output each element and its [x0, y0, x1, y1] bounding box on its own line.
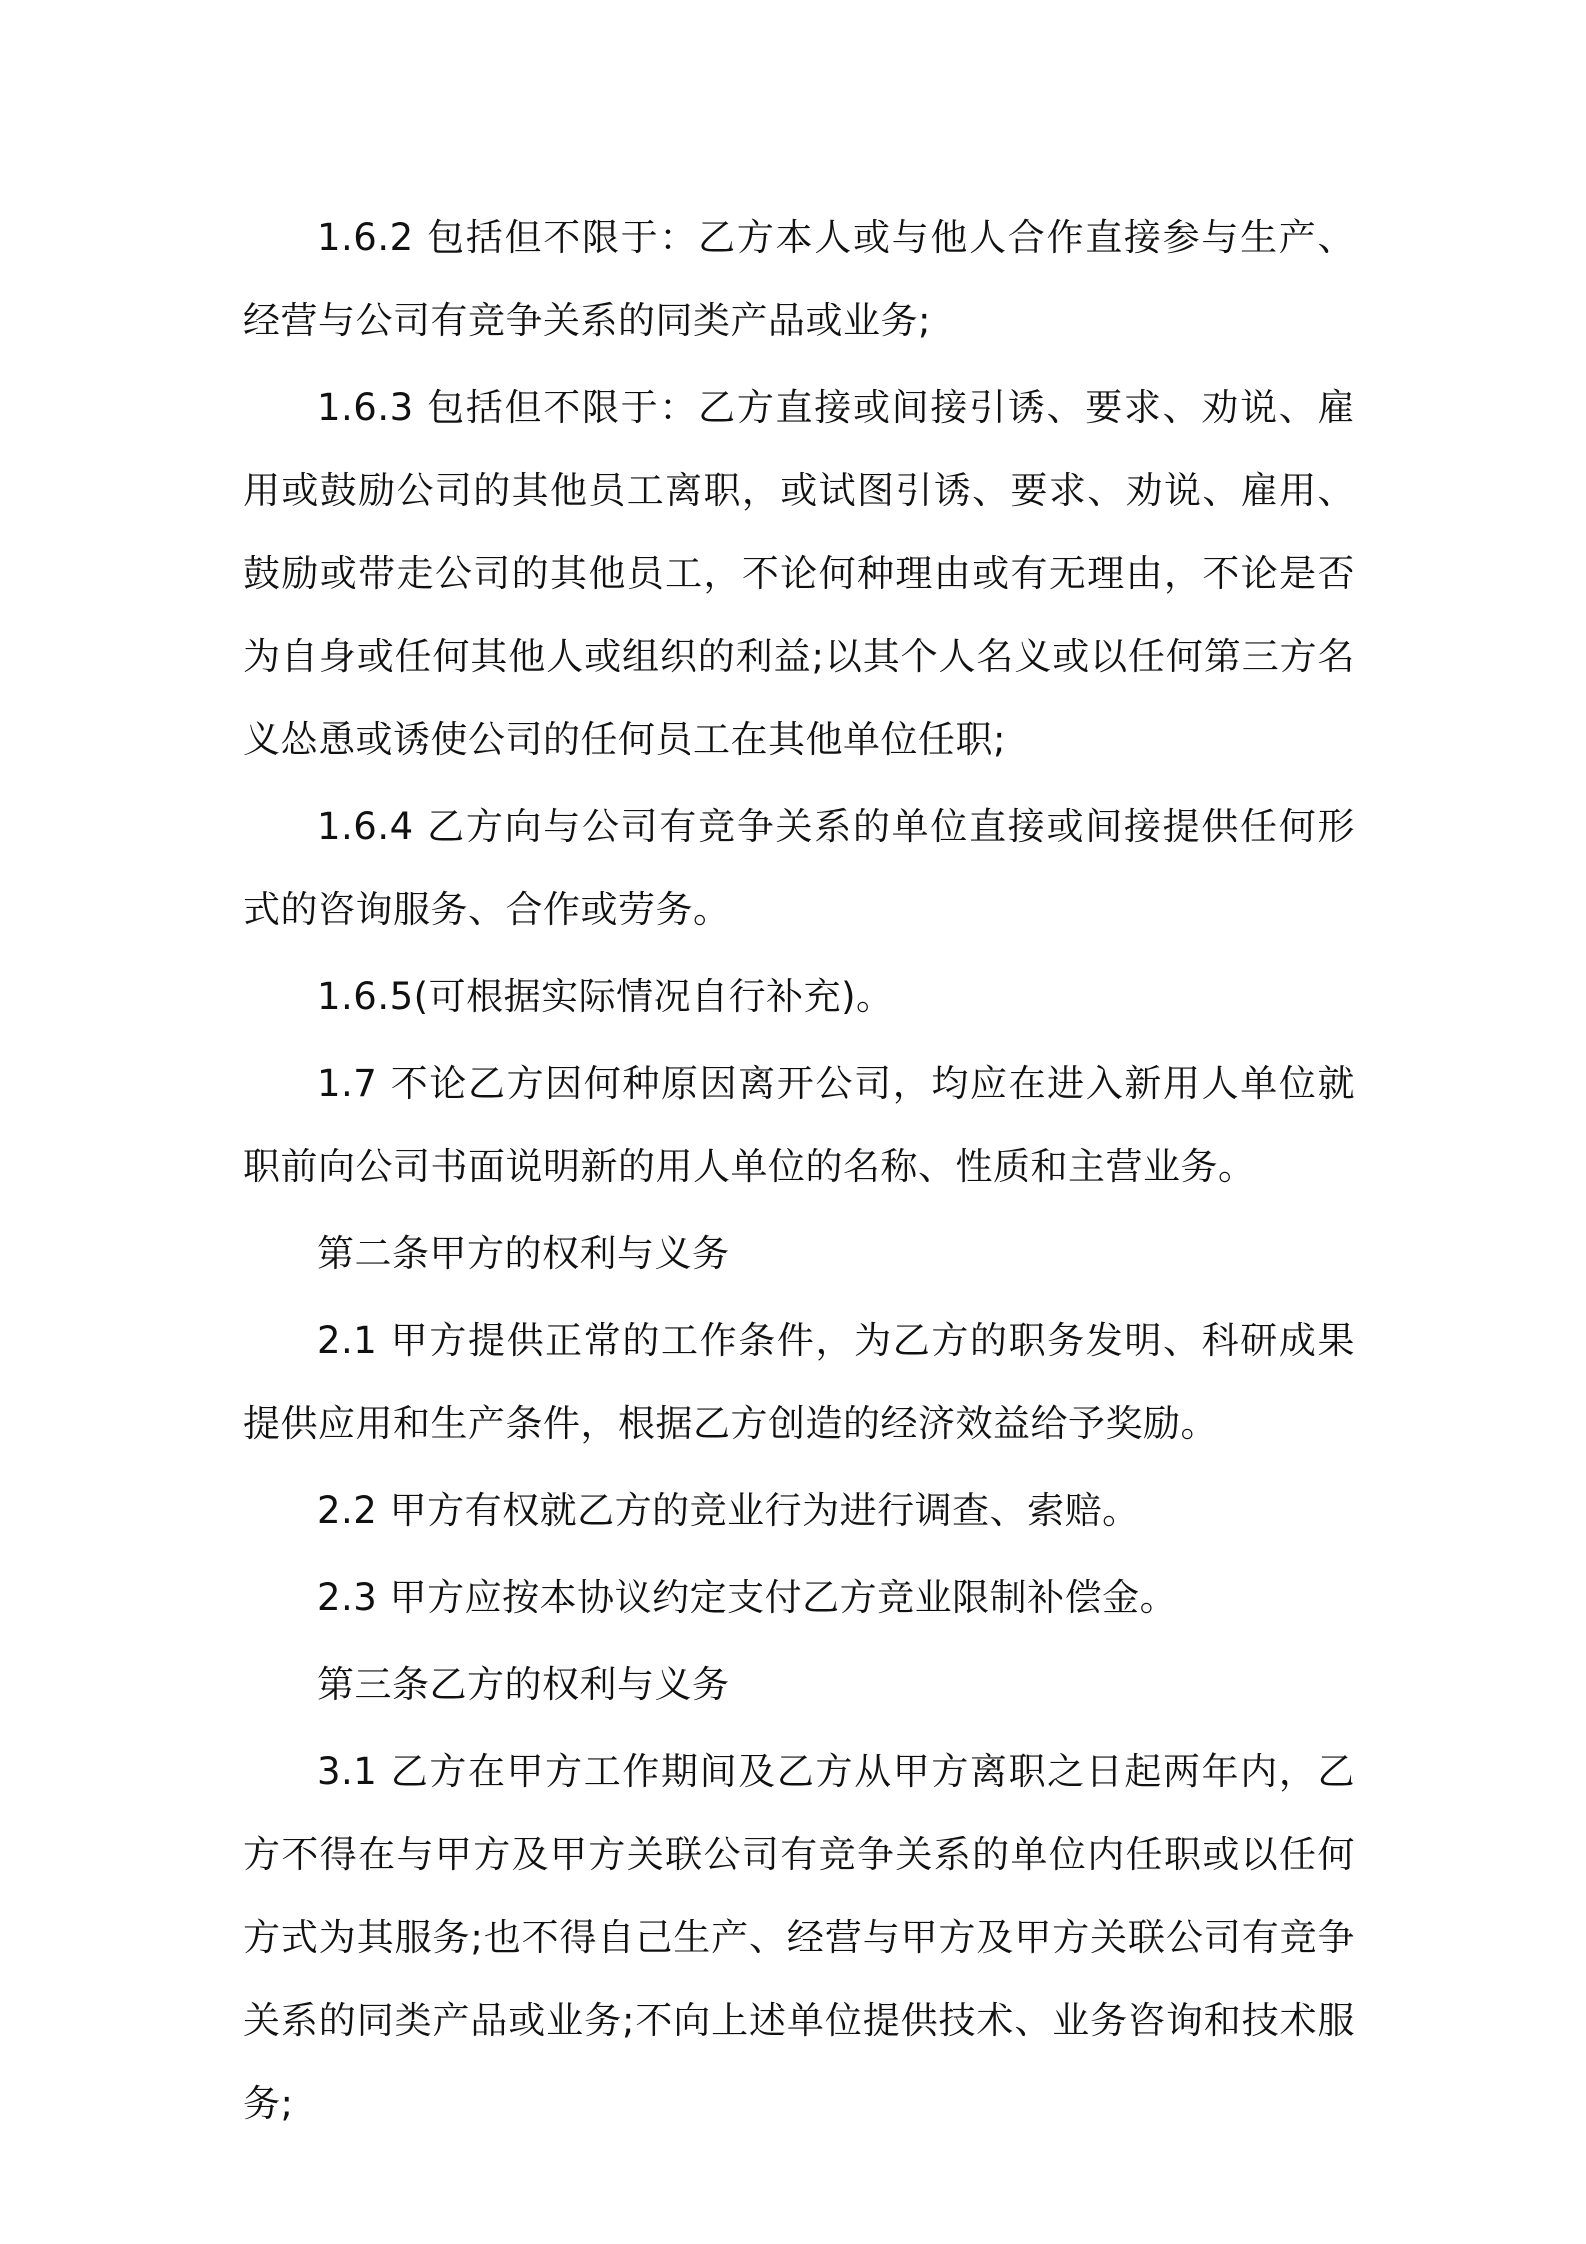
clause-2-2: 2.2 甲方有权就乙方的竞业行为进行调查、索赔。: [317, 1489, 1140, 1532]
clause-2-1: 2.1 甲方提供正常的工作条件，为乙方的职务发明、科研成果提供应用和生产条件，根据乙方创造的经济效益给予奖励。: [243, 1319, 1355, 1445]
clause-1-6-5: 1.6.5(可根据实际情况自行补充)。: [317, 975, 894, 1018]
clause-1-6-4: 1.6.4 乙方向与公司有竞争关系的单位直接或间接提供任何形式的咨询服务、合作或劳务。: [243, 805, 1355, 931]
article-3-heading: 第三条乙方的权利与义务: [317, 1663, 730, 1706]
clause-1-6-3: 1.6.3 包括但不限于：乙方直接或间接引诱、要求、劝说、雇用或鼓励公司的其他员工离职，或试图引诱、要求、劝说、雇用、鼓励或带走公司的其他员工，不论何种理由或有无理由，不论是否为自身或任何其他人或组织的利益;以其个人名义或以任何第三方名义怂恿或诱使公司的任何员工在其他单位任职;: [243, 386, 1355, 761]
article-2-heading: 第二条甲方的权利与义务: [317, 1232, 730, 1275]
clause-3-1: 3.1 乙方在甲方工作期间及乙方从甲方离职之日起两年内，乙方不得在与甲方及甲方关联公司有竞争关系的单位内任职或以任何方式为其服务;也不得自己生产、经营与甲方及甲方关联公司有竞争关系的同类产品或业务;不向上述单位提供技术、业务咨询和技术服务;: [243, 1750, 1355, 2125]
clause-1-7: 1.7 不论乙方因何种原因离开公司，均应在进入新用人单位就职前向公司书面说明新的用人单位的名称、性质和主营业务。: [243, 1062, 1355, 1188]
clause-1-6-2: 1.6.2 包括但不限于：乙方本人或与他人合作直接参与生产、经营与公司有竞争关系的同类产品或业务;: [243, 216, 1355, 342]
document-body: [243, 196, 1355, 2149]
clause-2-3: 2.3 甲方应按本协议约定支付乙方竞业限制补偿金。: [317, 1576, 1178, 1619]
